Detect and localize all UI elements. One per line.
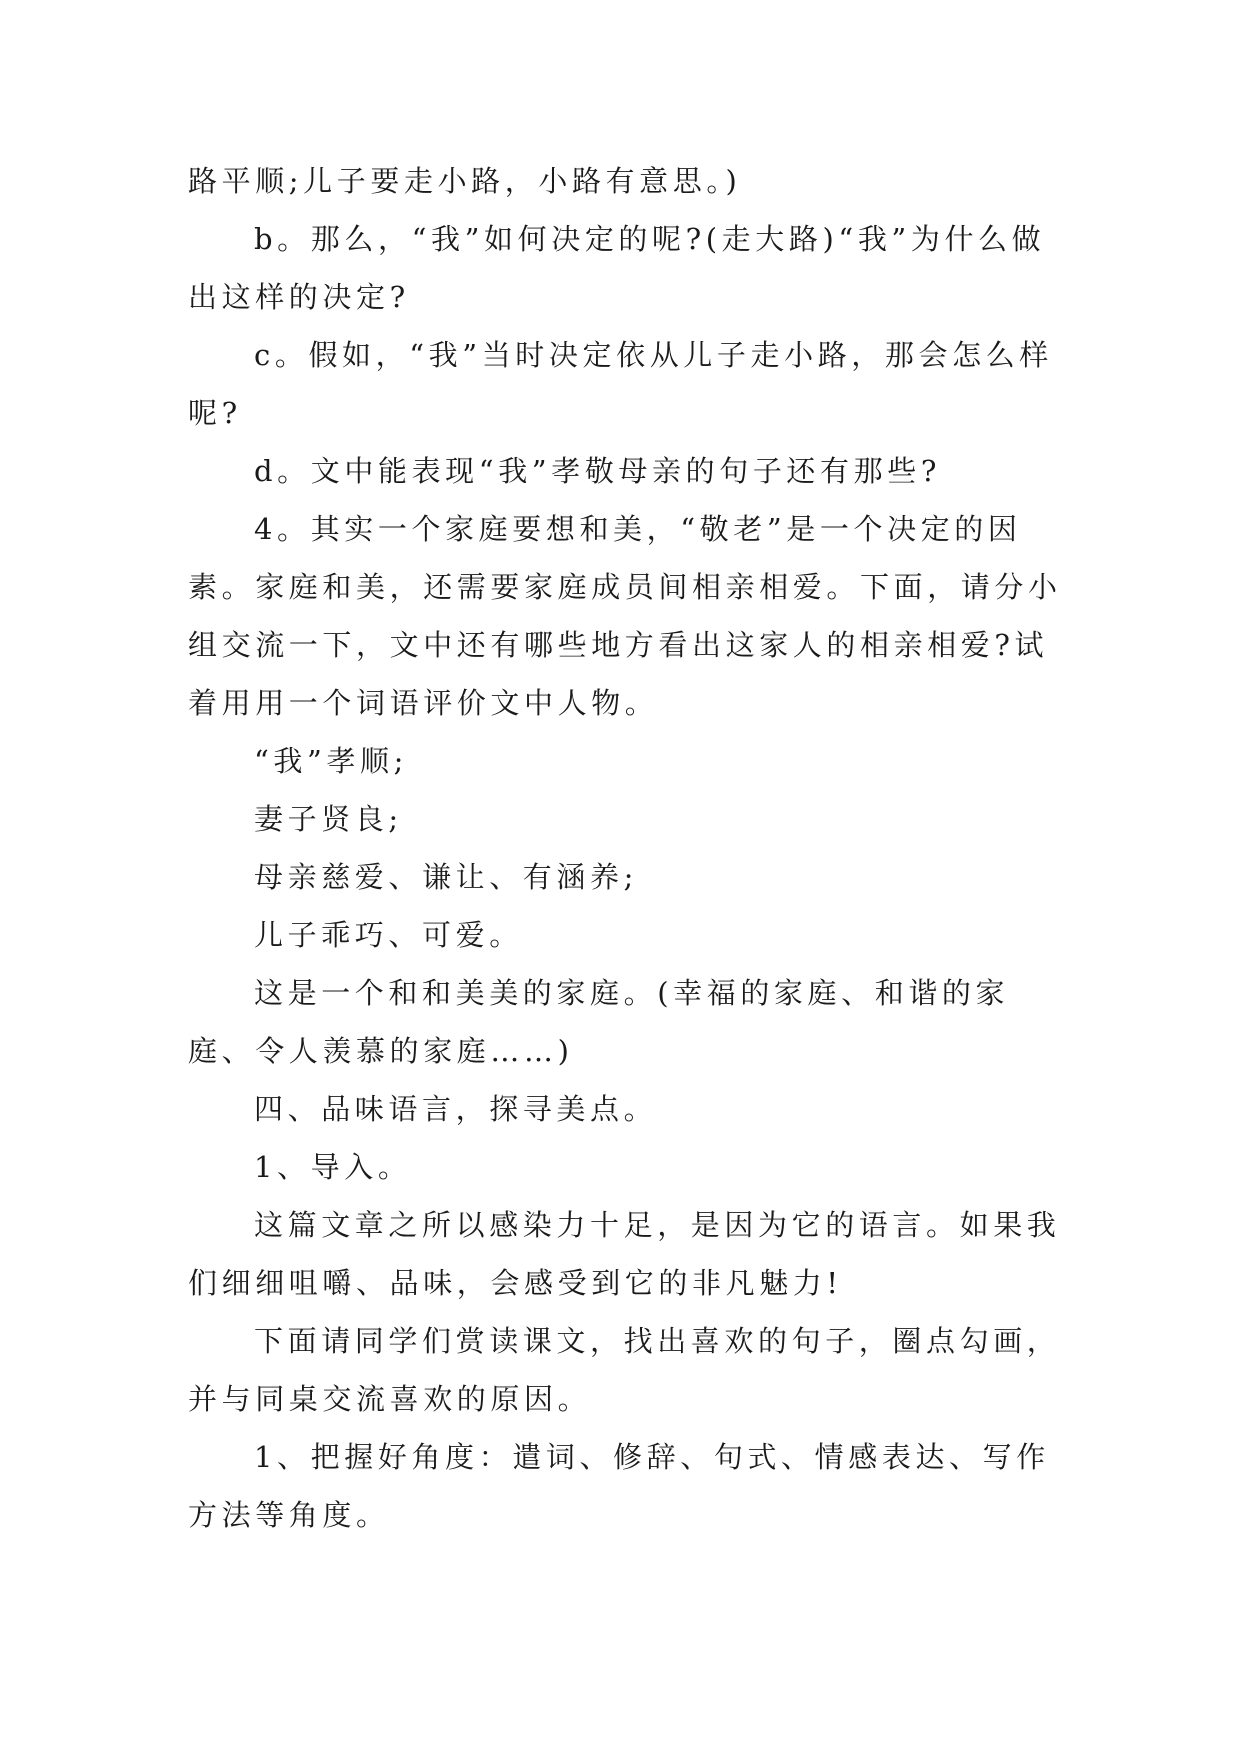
section-heading-four: 四、品味语言，探寻美点。 (254, 1092, 658, 1126)
paragraph-me-filial: “我”孝顺; (254, 744, 409, 778)
paragraph-wife: 妻子贤良; (254, 802, 403, 836)
paragraph-son: 儿子乖巧、可爱。 (254, 918, 523, 952)
paragraph-reading-task: 下面请同学们赏读课文，找出喜欢的句子，圈点勾画，并与同桌交流喜欢的原因。 (188, 1324, 1061, 1416)
paragraph-language-appeal: 这篇文章之所以感染力十足，是因为它的语言。如果我们细细咀嚼、品味，会感受到它的非凡魅力! (188, 1208, 1061, 1300)
paragraph-intro: 1、导入。 (254, 1150, 412, 1184)
paragraph-angles: 1、把握好角度：遣词、修辞、句式、情感表达、写作方法等角度。 (188, 1440, 1050, 1532)
paragraph-item-4: 4。其实一个家庭要想和美，“敬老”是一个决定的因素。家庭和美，还需要家庭成员间相亲相爱。下面，请分小组交流一下，文中还有哪些地方看出这家人的相亲相爱?试着用用一个词语评价文中人物。 (188, 512, 1062, 720)
paragraph-harmonious-family: 这是一个和和美美的家庭。(幸福的家庭、和谐的家庭、令人羡慕的家庭……) (188, 976, 1010, 1068)
paragraph-road-smooth: 路平顺;儿子要走小路，小路有意思。) (188, 164, 742, 198)
paragraph-question-d: d。文中能表现“我”孝敬母亲的句子还有那些? (254, 454, 941, 488)
paragraph-question-b: b。那么，“我”如何决定的呢?(走大路)“我”为什么做出这样的决定? (188, 222, 1046, 314)
document-body (188, 152, 1068, 1544)
paragraph-question-c: c。假如，“我”当时决定依从儿子走小路，那会怎么样呢? (188, 338, 1053, 430)
paragraph-mother: 母亲慈爱、谦让、有涵养; (254, 860, 638, 894)
